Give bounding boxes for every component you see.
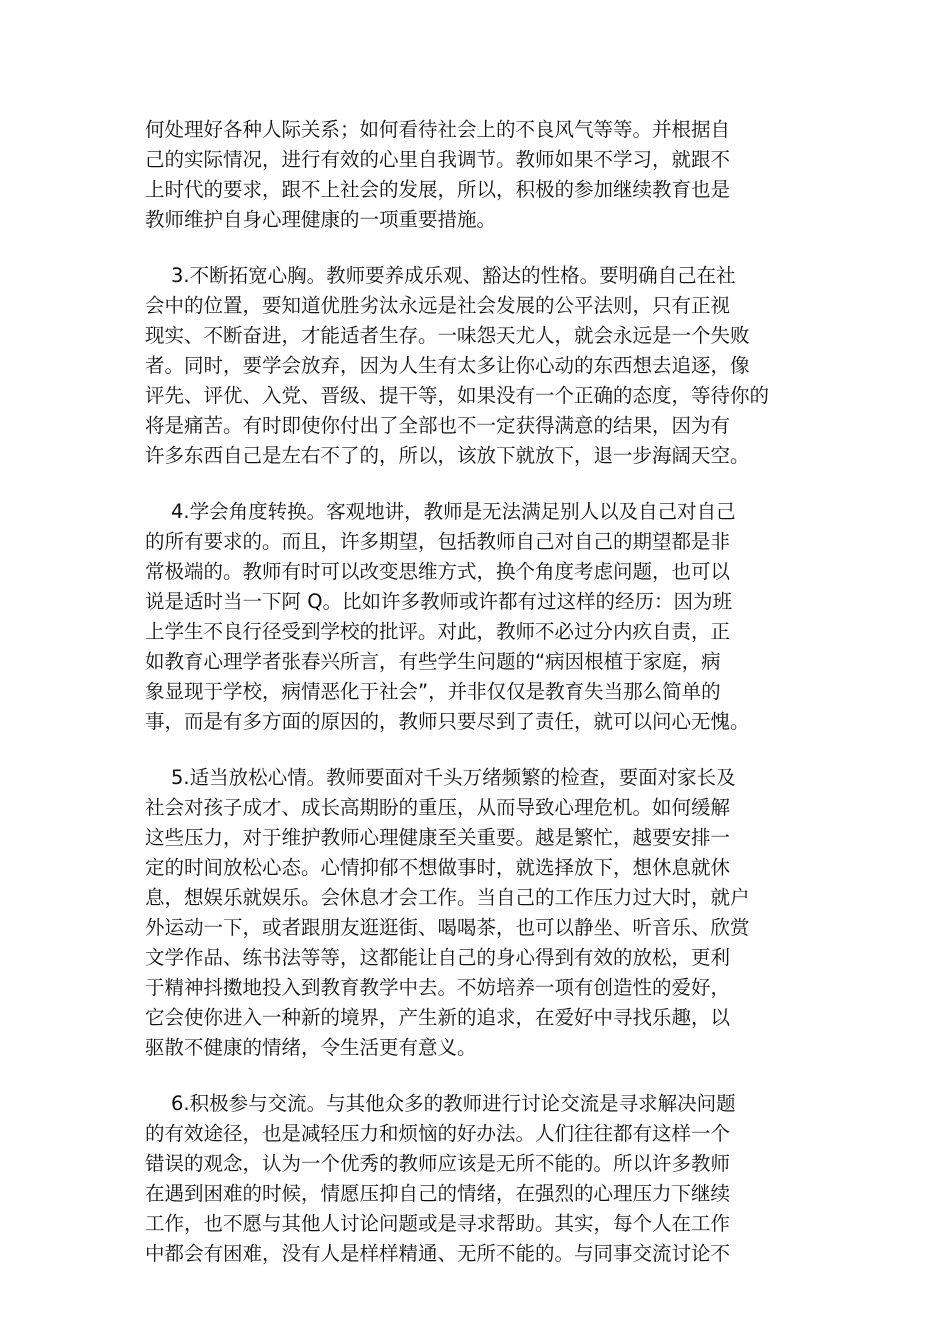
- text-line: 中都会有困难，没有人是样样精通、无所不能的。与同事交流讨论不: [145, 1242, 731, 1265]
- paragraph-3-broaden-mind: [145, 261, 807, 471]
- text-line: 上学生不良行径受到学校的批评。对此，教师不必过分内疚自责，正: [145, 620, 731, 643]
- text-line: 何处理好各种人际关系；如何看待社会上的不良风气等等。并根据自: [145, 118, 731, 141]
- paragraph-continuation: [145, 115, 807, 235]
- text-line: 现实、不断奋进，才能适者生存。一味怨天尤人，就会永远是一个失败: [145, 324, 750, 347]
- paragraph-5-relax: [145, 763, 807, 1063]
- text-line: 许多东西自己是左右不了的，所以，该放下就放下，退一步海阔天空。: [145, 444, 750, 467]
- text-line: 象显现于学校，病情恶化于社会”，并非仅仅是教育失当那么简单的: [145, 680, 721, 703]
- text-line: 如教育心理学者张春兴所言，有些学生问题的“病因根植于家庭，病: [145, 650, 721, 673]
- text-line: 事，而是有多方面的原因的，教师只要尽到了责任，就可以问心无愧。: [145, 710, 750, 733]
- text-line: 说是适时当一下阿 Q。比如许多教师或许都有过这样的经历：因为班: [145, 590, 733, 613]
- paragraph-6-communicate: [145, 1089, 807, 1269]
- text-line: 文学作品、练书法等等，这都能让自己的身心得到有效的放松，更利: [145, 946, 731, 969]
- document-body: [145, 115, 807, 1295]
- text-line: 它会使你进入一种新的境界，产生新的追求，在爱好中寻找乐趣，以: [145, 1006, 731, 1029]
- text-line: 常极端的。教师有时可以改变思维方式，换个角度考虑问题，也可以: [145, 560, 731, 583]
- text-line: 社会对孩子成才、成长高期盼的重压，从而导致心理危机。如何缓解: [145, 796, 731, 819]
- text-line: 5.适当放松心情。教师要面对千头万绪频繁的检查，要面对家长及: [171, 766, 736, 789]
- text-line: 外运动一下，或者跟朋友逛逛街、喝喝茶，也可以静坐、听音乐、欣赏: [145, 916, 750, 939]
- text-line: 上时代的要求，跟不上社会的发展，所以，积极的参加继续教育也是: [145, 178, 731, 201]
- text-line: 评先、评优、入党、晋级、提干等，如果没有一个正确的态度，等待你的: [145, 384, 770, 407]
- text-line: 6.积极参与交流。与其他众多的教师进行讨论交流是寻求解决问题: [171, 1092, 736, 1115]
- text-line: 教师维护自身心理健康的一项重要措施。: [145, 208, 497, 231]
- text-line: 在遇到困难的时候，情愿压抑自己的情绪，在强烈的心理压力下继续: [145, 1182, 731, 1205]
- text-line: 这些压力，对于维护教师心理健康至关重要。越是繁忙，越要安排一: [145, 826, 731, 849]
- paragraph-4-perspective-shift: [145, 497, 807, 737]
- text-line: 错误的观念，认为一个优秀的教师应该是无所不能的。所以许多教师: [145, 1152, 731, 1175]
- text-line: 4.学会角度转换。客观地讲，教师是无法满足别人以及自己对自己: [171, 500, 736, 523]
- text-line: 息，想娱乐就娱乐。会休息才会工作。当自己的工作压力过大时，就户: [145, 886, 750, 909]
- text-line: 工作，也不愿与其他人讨论问题或是寻求帮助。其实，每个人在工作: [145, 1212, 731, 1235]
- text-line: 的所有要求的。而且，许多期望，包括教师自己对自己的期望都是非: [145, 530, 731, 553]
- text-line: 于精神抖擞地投入到教育教学中去。不妨培养一项有创造性的爱好，: [145, 976, 731, 999]
- text-line: 将是痛苦。有时即使你付出了全部也不一定获得满意的结果，因为有: [145, 414, 731, 437]
- text-line: 定的时间放松心态。心情抑郁不想做事时，就选择放下，想休息就休: [145, 856, 731, 879]
- text-line: 3.不断拓宽心胸。教师要养成乐观、豁达的性格。要明确自己在社: [171, 264, 736, 287]
- text-line: 驱散不健康的情绪，令生活更有意义。: [145, 1036, 477, 1059]
- text-line: 者。同时，要学会放弃，因为人生有太多让你心动的东西想去追逐，像: [145, 354, 750, 377]
- text-line: 的有效途径，也是减轻压力和烦恼的好办法。人们往往都有这样一个: [145, 1122, 731, 1145]
- text-line: 会中的位置，要知道优胜劣汰永远是社会发展的公平法则，只有正视: [145, 294, 731, 317]
- text-line: 己的实际情况，进行有效的心里自我调节。教师如果不学习，就跟不: [145, 148, 731, 171]
